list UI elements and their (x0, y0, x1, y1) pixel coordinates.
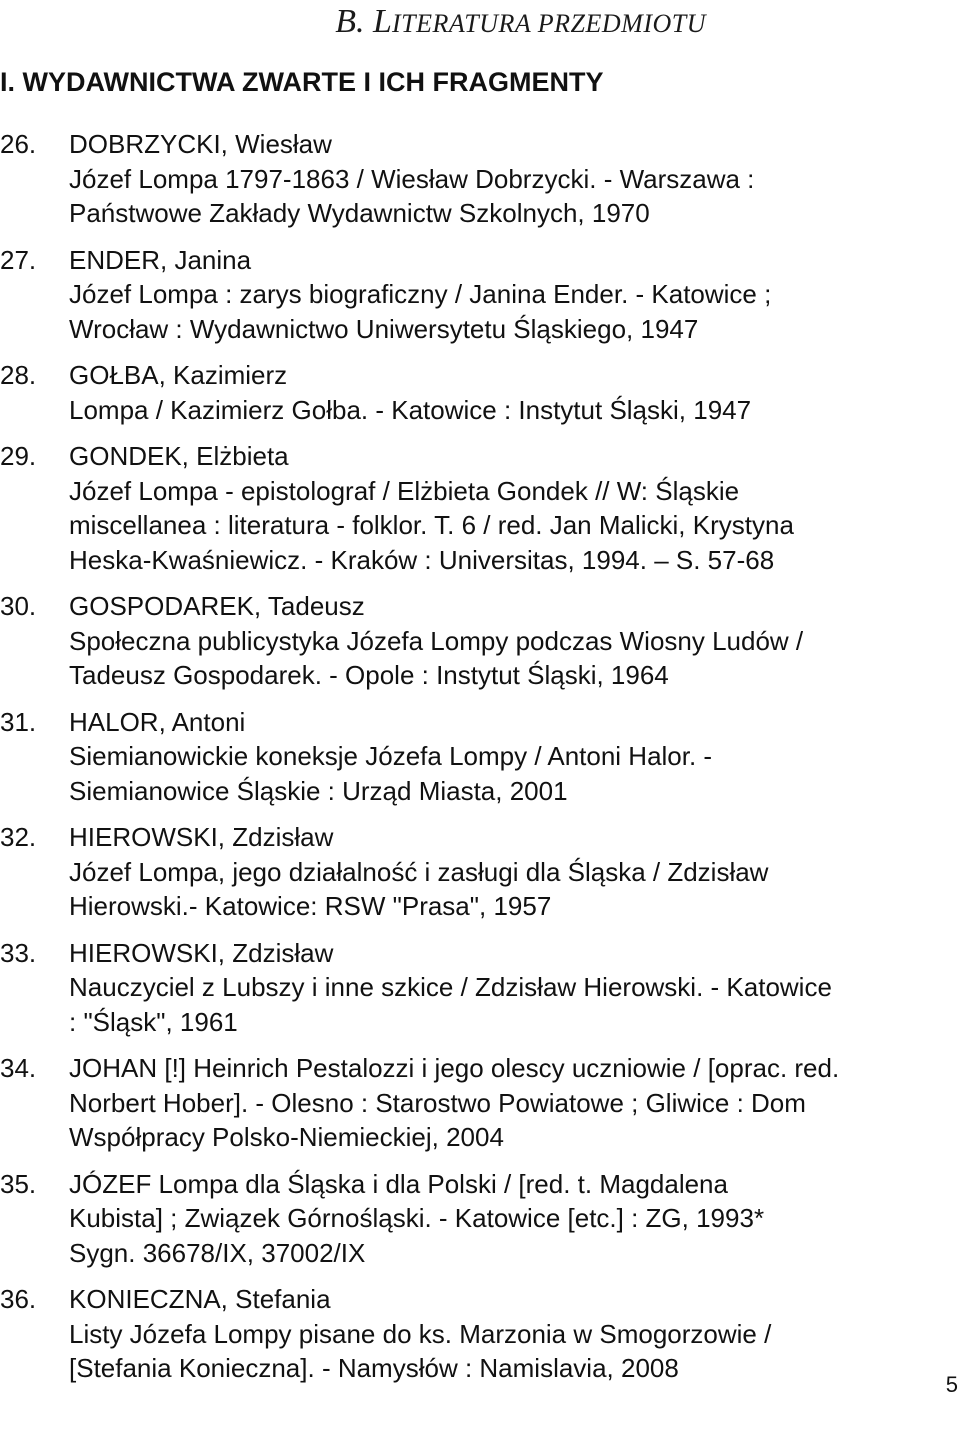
entry-number: 26. (0, 129, 37, 159)
entry-heading: HIEROWSKI, Zdzisław (69, 937, 334, 968)
header-title-part-l: L (373, 3, 392, 40)
entry-text-line: Wrocław : Wydawnictwo Uniwersytetu Śląskiego, 1947 (69, 313, 699, 344)
entry-heading: JÓZEF Lompa dla Śląska i dla Polski / [red. t. Magdalena (69, 1168, 728, 1199)
entry-text-line: Współpracy Polsko-Niemieckiej, 2004 (69, 1122, 504, 1152)
bibliography-entry (0, 936, 960, 1040)
entry-text-line: : "Śląsk", 1961 (69, 1006, 238, 1037)
entry-heading: KONIECZNA, Stefania (69, 1284, 331, 1314)
bibliography-entry (0, 705, 960, 809)
entry-text-line: Lompa / Kazimierz Gołba. - Katowice : Instytut Śląski, 1947 (69, 394, 752, 425)
entry-text-line: Józef Lompa 1797-1863 / Wiesław Dobrzycki. - Warszawa : (69, 163, 755, 194)
entry-number: 33. (0, 937, 37, 968)
entry-number: 28. (0, 360, 37, 390)
section-title: I. WYDAWNICTWA ZWARTE I ICH FRAGMENTY (0, 67, 604, 97)
entry-text-line: Państwowe Zakłady Wydawnictw Szkolnych, 1970 (69, 198, 650, 228)
entry-text-line: Nauczyciel z Lubszy i inne szkice / Zdzisław Hierowski. - Katowice (69, 972, 832, 1002)
entry-heading: GOSPODAREK, Tadeusz (69, 591, 365, 621)
entry-text-line: Kubista] ; Związek Górnośląski. - Katowice [etc.] : ZG, 1993* (69, 1203, 765, 1233)
bibliography-entry (0, 358, 960, 427)
entry-heading: GOŁBA, Kazimierz (69, 360, 288, 390)
entry-text-line: Siemianowickie koneksje Józefa Lompy / Antoni Halor. - (69, 741, 713, 771)
entry-text-line: Józef Lompa - epistolograf / Elżbieta Gondek // W: Śląskie (69, 475, 740, 506)
header-title-part-b: B. (335, 3, 365, 40)
entry-text-line: [Stefania Konieczna]. - Namysłów : Namislavia, 2008 (69, 1353, 679, 1383)
entry-heading: DOBRZYCKI, Wiesław (69, 129, 332, 159)
entry-text-line: Józef Lompa : zarys biograficzny / Janina Ender. - Katowice ; (69, 279, 772, 309)
entry-text-line: Listy Józefa Lompy pisane do ks. Marzonia w Smogorzowie / (69, 1318, 772, 1349)
entry-number: 27. (0, 244, 37, 275)
bibliography-entry (0, 243, 960, 347)
entry-heading: GONDEK, Elżbieta (69, 441, 289, 471)
bibliography-entry (0, 1051, 960, 1155)
page-header-title (335, 2, 706, 44)
entry-text-line: Heska-Kwaśniewicz. - Kraków : Universitas, 1994. – S. 57-68 (69, 544, 775, 575)
bibliography-entry (0, 820, 960, 924)
entry-number: 32. (0, 822, 37, 852)
entry-number: 36. (0, 1284, 37, 1314)
entry-number: 35. (0, 1168, 37, 1199)
entry-number: 34. (0, 1053, 37, 1083)
entry-heading: HALOR, Antoni (69, 706, 246, 737)
page-number: 5 (945, 1372, 958, 1397)
bibliography-entry (0, 1282, 960, 1386)
entry-number: 29. (0, 441, 37, 471)
entry-text-line: Norbert Hober]. - Olesno : Starostwo Powiatowe ; Gliwice : Dom (69, 1087, 806, 1118)
entry-text-line: Siemianowice Śląskie : Urząd Miasta, 2001 (69, 775, 568, 806)
entry-heading: HIEROWSKI, Zdzisław (69, 822, 334, 852)
entry-text-line: Społeczna publicystyka Józefa Lompy podczas Wiosny Ludów / (69, 625, 804, 656)
entry-heading: JOHAN [!] Heinrich Pestalozzi i jego olescy uczniowie / [oprac. red. (69, 1053, 840, 1083)
bibliography-entry (0, 127, 960, 231)
bibliography-entry (0, 439, 960, 577)
entry-number: 31. (0, 706, 37, 737)
entry-text-line: Józef Lompa, jego działalność i zasługi dla Śląska / Zdzisław (69, 856, 769, 887)
entry-text-line: Tadeusz Gospodarek. - Opole : Instytut Śląski, 1964 (69, 660, 669, 690)
bibliography-list (0, 127, 960, 1386)
bibliography-entry (0, 1167, 960, 1271)
entry-text-line: Hierowski.- Katowice: RSW "Prasa", 1957 (69, 891, 552, 921)
entry-number: 30. (0, 591, 37, 621)
header-title-part-rest: ITERATURA PRZEDMIOTU (391, 9, 706, 38)
bibliography-entry (0, 589, 960, 693)
entry-text-line: miscellanea : literatura - folklor. T. 6 / red. Jan Malicki, Krystyna (69, 510, 794, 540)
entry-heading: ENDER, Janina (69, 244, 252, 275)
entry-text-line: Sygn. 36678/IX, 37002/IX (69, 1237, 366, 1268)
